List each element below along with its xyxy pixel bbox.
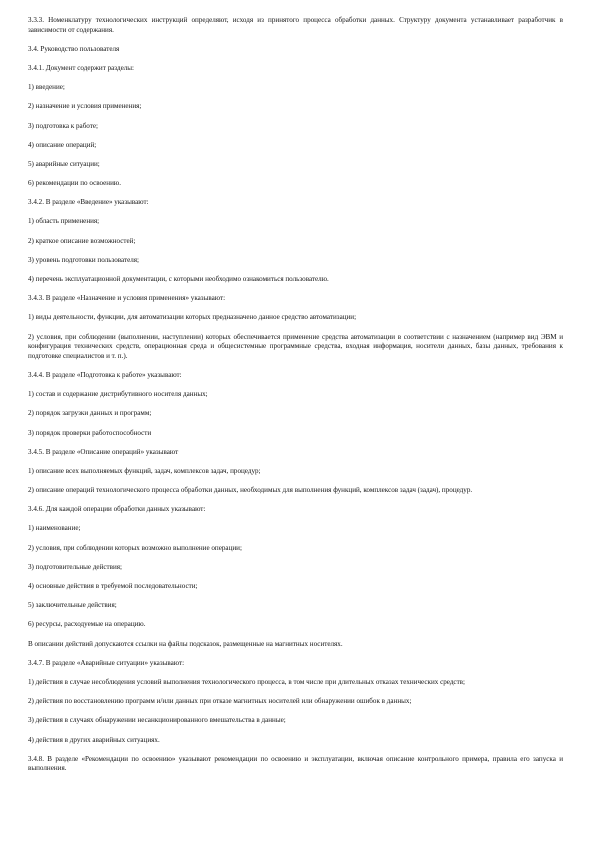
list-item: 3) уровень подготовки пользователя; <box>28 255 140 264</box>
paragraph: 3.4.1. Документ содержит разделы: <box>28 63 134 72</box>
list-item: 2) условия, при соблюдении которых возможно выполнение операции; <box>28 543 242 552</box>
paragraph: 3.4.3. В разделе «Назначение и условия применения» указывают: <box>28 294 226 303</box>
list-item: 3) подготовительные действия; <box>28 562 123 571</box>
list-item: 3) порядок проверки работоспособности <box>28 428 152 437</box>
list-item: 2) действия по восстановлению программ и/или данных при отказе магнитных носителей или обнаружении ошибок в данных; <box>28 697 412 706</box>
list-item: 4) действия в других аварийных ситуациях. <box>28 735 160 744</box>
list-item: 2) условия, при соблюдении (выполнении, наступлении) которых обеспечивается применение средства автоматизации в соответствии с назначением (например вид ЭВМ и конфигурация технических средств, операционная среда и общесистемные программные средства, входная информация, носители данных, базы данных, требования к подготовке специалистов и т. п.). <box>28 332 563 360</box>
paragraph: В описании действий допускаются ссылки на файлы подсказок, размещенные на магнитных носителях. <box>28 639 343 648</box>
list-item: 1) область применения; <box>28 217 100 226</box>
list-item: 4) основные действия в требуемой последовательности; <box>28 582 198 591</box>
list-item: 2) порядок загрузки данных и программ; <box>28 409 152 418</box>
list-item: 1) виды деятельности, функции, для автоматизации которых предназначено данное средство автоматизации; <box>28 313 357 322</box>
section-heading: 3.4. Руководство пользователя <box>28 44 120 53</box>
list-item: 1) наименование; <box>28 524 81 533</box>
document-page <box>28 16 563 784</box>
list-item: 2) назначение и условия применения; <box>28 102 142 111</box>
list-item: 4) перечень эксплуатационной документации, с которыми необходимо ознакомиться пользователю. <box>28 275 329 284</box>
list-item: 1) действия в случае несоблюдения условий выполнения технологического процесса, в том числе при длительных отказах технических средств; <box>28 677 465 686</box>
paragraph: 3.4.8. В разделе «Рекомендации по освоению» указывают рекомендации по освоению и эксплуатации, включая описание контрольного примера, правила его запуска и выполнения. <box>28 754 563 773</box>
paragraph: 3.4.7. В разделе «Аварийные ситуации» указывают: <box>28 658 185 667</box>
list-item: 5) аварийные ситуации; <box>28 159 100 168</box>
paragraph: 3.3.3. Номенклатуру технологических инструкций определяют, исходя из принятого процесса обработки данных. Структуру документа устанавливает разработчик в зависимости от содержания. <box>28 16 563 34</box>
paragraph: 3.4.5. В разделе «Описание операций» указывают <box>28 447 179 456</box>
list-item: 6) ресурсы, расходуемые на операцию. <box>28 620 146 629</box>
paragraph: 3.4.6. Для каждой операции обработки данных указывают: <box>28 505 206 514</box>
list-item: 3) действия в случаях обнаружении несанкционированного вмешательства в данные; <box>28 716 286 725</box>
list-item: 3) подготовка к работе; <box>28 121 98 130</box>
list-item: 6) рекомендации по освоению. <box>28 179 121 188</box>
list-item: 5) заключительные действия; <box>28 601 117 610</box>
paragraph: 3.4.4. В разделе «Подготовка к работе» указывают: <box>28 370 182 379</box>
list-item: 4) описание операций; <box>28 140 97 149</box>
list-item: 2) описание операций технологического процесса обработки данных, необходимых для выполнения функций, комплексов задач (задач), процедур. <box>28 486 473 495</box>
paragraph: 3.4.2. В разделе «Введение» указывают: <box>28 198 149 207</box>
list-item: 1) введение; <box>28 83 65 92</box>
list-item: 1) состав и содержание дистрибутивного носителя данных; <box>28 390 208 399</box>
list-item: 1) описание всех выполняемых функций, задач, комплексов задач, процедур; <box>28 466 261 475</box>
list-item: 2) краткое описание возможностей; <box>28 236 136 245</box>
